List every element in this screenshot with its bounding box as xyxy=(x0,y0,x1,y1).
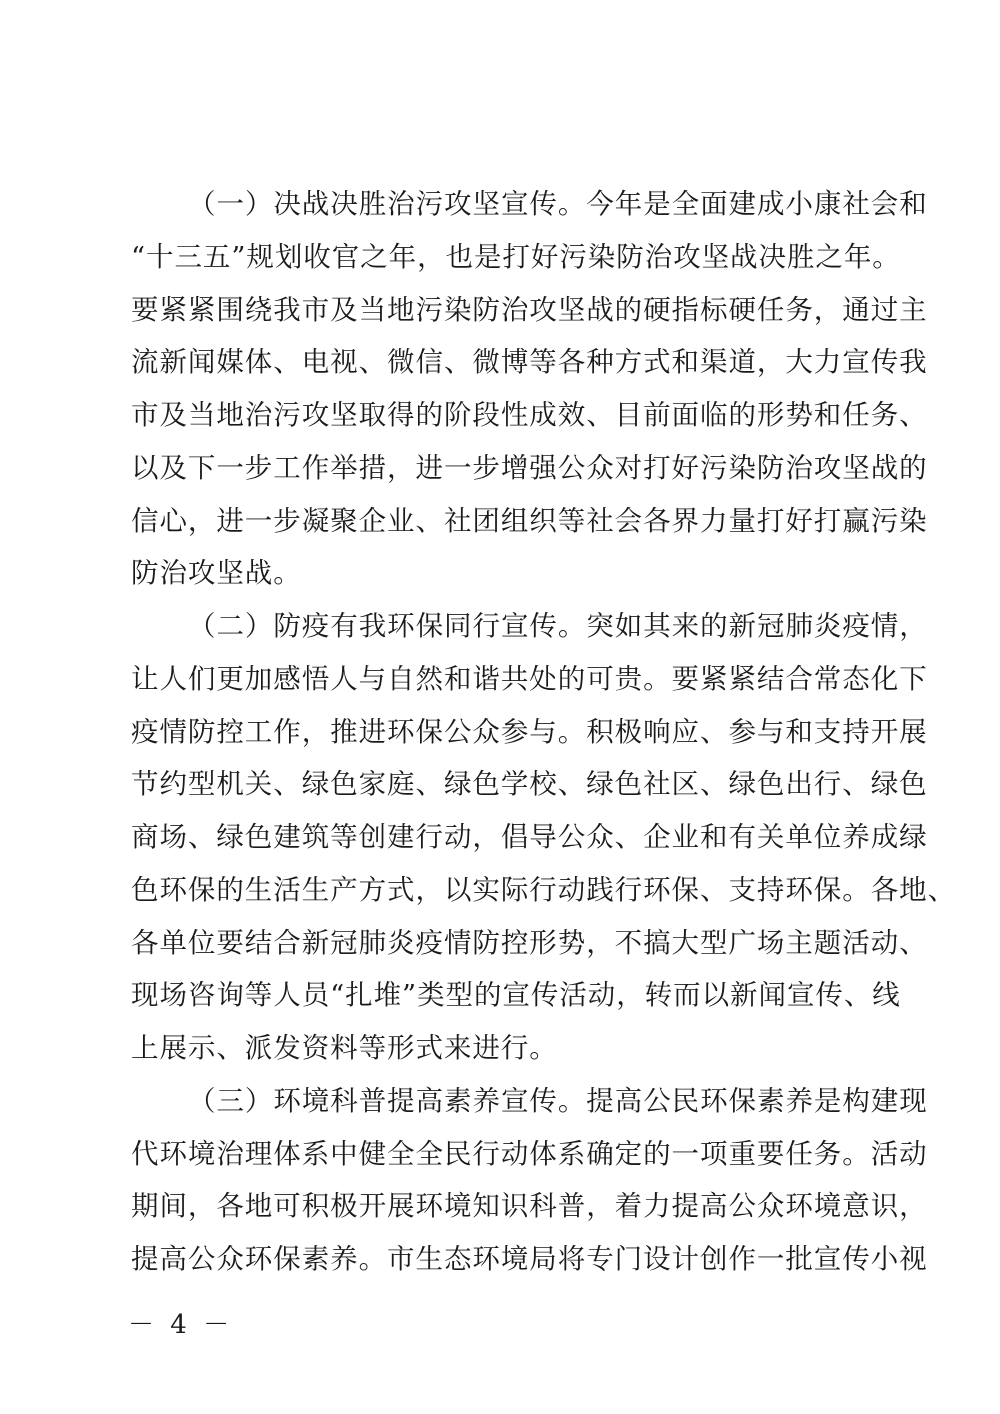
text-line: （二）防疫有我环保同行宣传。突如其来的新冠肺炎疫情， xyxy=(188,610,928,642)
text-line: 代环境治理体系中健全全民行动体系确定的一项重要任务。活动 xyxy=(131,1137,928,1170)
text-line: 要紧紧围绕我市及当地污染防治攻坚战的硬指标硬任务，通过主 xyxy=(131,293,928,326)
text-line: 期间，各地可积极开展环境知识科普，着力提高公众环境意识， xyxy=(131,1190,928,1223)
paragraph-1 xyxy=(131,178,928,600)
text-line: 防治攻坚战。 xyxy=(131,557,302,590)
text-line: 信心，进一步凝聚企业、社团组织等社会各界力量打好打赢污染 xyxy=(131,504,928,537)
text-line: 各单位要结合新冠肺炎疫情防控形势，不搞大型广场主题活动、 xyxy=(131,926,928,959)
text-line: 现场咨询等人员“扎堆”类型的宣传活动，转而以新闻宣传、线 xyxy=(131,979,901,1012)
text-line: 上展示、派发资料等形式来进行。 xyxy=(131,1032,558,1064)
text-line: 以及下一步工作举措，进一步增强公众对打好污染防治攻坚战的 xyxy=(131,451,928,484)
text-line: 让人们更加感悟人与自然和谐共处的可贵。要紧紧结合常态化下 xyxy=(131,662,928,695)
text-line: （一）决战决胜治污攻坚宣传。今年是全面建成小康社会和 xyxy=(188,188,928,220)
text-line: 疫情防控工作，推进环保公众参与。积极响应、参与和支持开展 xyxy=(131,715,928,748)
page-number: － 4 － xyxy=(128,1310,234,1340)
paragraph-2 xyxy=(131,600,957,1075)
text-line: 提高公众环保素养。市生态环境局将专门设计创作一批宣传小视 xyxy=(131,1243,928,1275)
text-line: 流新闻媒体、电视、微信、微博等各种方式和渠道，大力宣传我 xyxy=(131,346,928,379)
text-line: “十三五”规划收官之年，也是打好污染防治攻坚战决胜之年。 xyxy=(131,240,901,273)
paragraph-3 xyxy=(131,1075,928,1286)
text-line: （三）环境科普提高素养宣传。提高公民环保素养是构建现 xyxy=(188,1084,928,1117)
text-line: 市及当地治污攻坚取得的阶段性成效、目前面临的形势和任务、 xyxy=(131,399,928,431)
text-line: 商场、绿色建筑等创建行动，倡导公众、企业和有关单位养成绿 xyxy=(131,821,928,853)
text-line: 色环保的生活生产方式，以实际行动践行环保、支持环保。各地、 xyxy=(131,873,957,906)
body-text xyxy=(131,178,957,1286)
text-line: 节约型机关、绿色家庭、绿色学校、绿色社区、绿色出行、绿色 xyxy=(131,768,928,801)
